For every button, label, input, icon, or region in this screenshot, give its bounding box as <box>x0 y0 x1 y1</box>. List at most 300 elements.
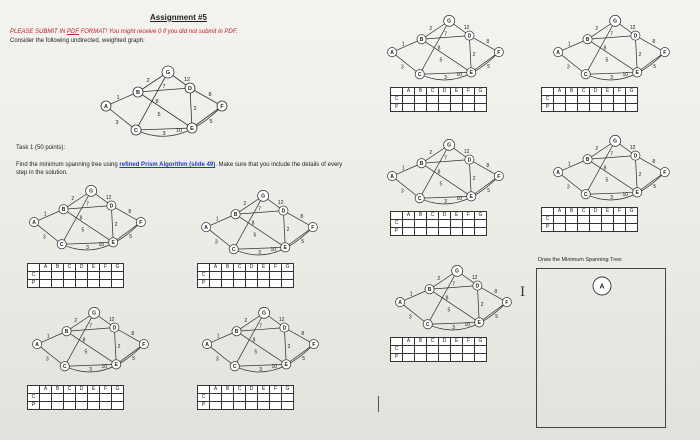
table-header-cell: E <box>602 88 614 96</box>
edge-weight-label: 5 <box>653 63 657 70</box>
table-header-cell: G <box>475 88 487 96</box>
edge-weight-label: 12 <box>629 145 636 152</box>
table-header-cell: D <box>439 212 451 220</box>
graph-node-label: C <box>232 364 237 371</box>
edge-weight-label: 1 <box>116 95 120 101</box>
edge-weight-label: 8 <box>82 337 86 344</box>
edge-weight-label: 5 <box>84 349 88 356</box>
table-corner-cell <box>391 212 403 220</box>
graph-node-label: G <box>89 188 94 195</box>
table-cell[interactable] <box>40 272 52 280</box>
edge-weight-label: 3 <box>45 356 49 363</box>
prim-step-table <box>27 263 124 288</box>
graph-edge <box>398 299 428 324</box>
table-cell[interactable] <box>76 272 88 280</box>
graph-edge <box>190 88 222 106</box>
table-cell[interactable] <box>451 96 463 104</box>
edge-weight-label: 2 <box>429 26 433 33</box>
graph-edge <box>390 173 420 198</box>
edge-weight-label: 7 <box>86 201 89 208</box>
edge-weight-label: 10 <box>270 247 277 254</box>
table-cell[interactable] <box>246 394 258 402</box>
table-header-cell: D <box>439 338 451 346</box>
graph-node-label: C <box>231 247 236 254</box>
table-cell[interactable] <box>270 394 282 402</box>
edge-weight-label: 1 <box>401 165 405 172</box>
table-cell[interactable] <box>451 228 463 236</box>
table-header-cell: A <box>554 88 566 96</box>
graph-node-label: A <box>32 219 36 226</box>
table-cell[interactable] <box>475 346 487 354</box>
table-cell[interactable] <box>112 394 124 402</box>
table-cell[interactable] <box>270 280 282 288</box>
weighted-graph <box>197 300 326 385</box>
table-header-cell: G <box>112 386 124 394</box>
table-corner-cell <box>542 88 554 96</box>
table-cell[interactable] <box>88 394 100 402</box>
table-row-label: P <box>391 354 403 362</box>
table-row-label: P <box>391 104 403 112</box>
graph-node-label: B <box>233 212 238 219</box>
edge-weight-label: 5 <box>605 177 609 184</box>
edge-weight-label: 3 <box>215 356 219 363</box>
table-cell[interactable] <box>270 402 282 410</box>
edge-weight-label: 2 <box>429 150 433 157</box>
table-cell[interactable] <box>282 394 294 402</box>
graph-node-label: B <box>234 329 239 336</box>
table-row-label: C <box>28 272 40 280</box>
table-header-cell: A <box>403 338 415 346</box>
table-cell[interactable] <box>427 104 439 112</box>
table-corner-cell <box>28 264 40 272</box>
graph-node-label: A <box>35 341 39 348</box>
table-cell[interactable] <box>614 224 626 232</box>
edge-weight-label: 1 <box>43 211 47 218</box>
table-cell[interactable] <box>210 280 222 288</box>
table-cell[interactable] <box>52 280 64 288</box>
table-header-cell: B <box>415 88 427 96</box>
table-header-cell: C <box>427 212 439 220</box>
table-cell[interactable] <box>451 354 463 362</box>
table-header-cell: F <box>270 386 282 394</box>
table-cell[interactable] <box>415 354 427 362</box>
edge-weight-label: 2 <box>114 221 118 228</box>
edge-weight-label: 3 <box>408 314 412 321</box>
table-cell[interactable] <box>234 402 246 410</box>
table-cell[interactable] <box>475 228 487 236</box>
task-description: Find the minimum spanning tree using refined Prism Algorithm (slide 49). Make sure that you include the details of every step in the solution. <box>16 162 343 176</box>
edge-weight-label: 5 <box>487 63 491 70</box>
table-cell[interactable] <box>439 228 451 236</box>
edge-weight-label: 8 <box>486 38 490 45</box>
table-cell[interactable] <box>578 216 590 224</box>
table-cell[interactable] <box>222 402 234 410</box>
table-cell[interactable] <box>415 220 427 228</box>
graph-node-label: D <box>467 33 472 40</box>
graph-node-label: A <box>556 49 560 56</box>
table-cell[interactable] <box>210 402 222 410</box>
table-cell[interactable] <box>246 402 258 410</box>
edge-weight-label: 3 <box>42 234 46 241</box>
table-header-cell: G <box>626 208 638 216</box>
graph-edge <box>61 207 114 242</box>
table-cell[interactable] <box>403 346 415 354</box>
mst-start-node-label: A <box>599 283 605 291</box>
table-corner-cell <box>28 386 40 394</box>
table-cell[interactable] <box>76 394 88 402</box>
table-cell[interactable] <box>415 346 427 354</box>
edge-weight-label: 1 <box>401 41 405 48</box>
graph-node-label: E <box>111 240 115 247</box>
graph-edge <box>111 206 113 243</box>
table-cell[interactable] <box>463 104 475 112</box>
table-cell[interactable] <box>626 224 638 232</box>
graph-node-label: C <box>417 196 422 203</box>
table-header-cell: C <box>64 386 76 394</box>
table-cell[interactable] <box>439 104 451 112</box>
table-cell[interactable] <box>475 220 487 228</box>
edge-weight-label: 5 <box>495 313 499 320</box>
table-cell[interactable] <box>64 272 76 280</box>
table-cell[interactable] <box>88 280 100 288</box>
table-cell[interactable] <box>463 346 475 354</box>
table-cell[interactable] <box>222 394 234 402</box>
table-cell[interactable] <box>415 104 427 112</box>
table-cell[interactable] <box>451 346 463 354</box>
graph-edge <box>635 36 664 53</box>
table-cell[interactable] <box>590 104 602 112</box>
graph-node-label: E <box>469 194 473 201</box>
table-cell[interactable] <box>578 96 590 104</box>
edge-weight-label: 3 <box>566 184 570 191</box>
table-cell[interactable] <box>270 272 282 280</box>
table-header-cell: A <box>40 264 52 272</box>
table-cell[interactable] <box>602 96 614 104</box>
table-cell[interactable] <box>463 228 475 236</box>
graph-node-label: F <box>663 169 667 176</box>
edge-weight-label: 8 <box>603 45 607 52</box>
table-header-cell: D <box>590 88 602 96</box>
table-cell[interactable] <box>258 402 270 410</box>
weighted-graph <box>24 178 153 263</box>
mst-answer-box[interactable] <box>536 268 666 428</box>
graph-edge <box>283 211 285 248</box>
table-header-cell: G <box>282 386 294 394</box>
table-cell[interactable] <box>614 216 626 224</box>
table-cell[interactable] <box>626 104 638 112</box>
slide-reference-link[interactable]: refined Prism Algorithm (slide 49) <box>119 162 216 168</box>
graph-node-label: G <box>613 18 618 25</box>
table-cell[interactable] <box>427 354 439 362</box>
graph-node-label: D <box>467 157 472 164</box>
edge-weight-label: 12 <box>629 25 636 32</box>
graph-edge <box>586 18 618 74</box>
graph-node-label: E <box>190 126 194 132</box>
edge-weight-label: 12 <box>471 275 478 282</box>
graph-edge <box>585 37 638 72</box>
table-cell[interactable] <box>234 394 246 402</box>
edge-weight-label: 5 <box>302 355 306 362</box>
table-cell[interactable] <box>210 394 222 402</box>
table-cell[interactable] <box>602 224 614 232</box>
table-cell[interactable] <box>210 272 222 280</box>
table-cell[interactable] <box>463 220 475 228</box>
table-cell[interactable] <box>554 96 566 104</box>
table-cell[interactable] <box>427 228 439 236</box>
edge-weight-label: 2 <box>286 226 290 233</box>
table-row-label: C <box>391 96 403 104</box>
graph-edge <box>420 18 452 74</box>
table-cell[interactable] <box>554 104 566 112</box>
prim-step-table <box>390 211 487 236</box>
table-cell[interactable] <box>463 354 475 362</box>
table-header-cell: F <box>100 386 112 394</box>
table-cell[interactable] <box>614 96 626 104</box>
edge-weight-label: 1 <box>567 161 571 168</box>
edge-weight-label: 3 <box>566 64 570 71</box>
graph-node-label: E <box>469 70 473 77</box>
table-header-cell: G <box>475 212 487 220</box>
graph-node-label: B <box>419 161 424 168</box>
table-cell[interactable] <box>258 394 270 402</box>
graph-edge <box>420 142 452 198</box>
edge-weight-label: 7 <box>610 31 613 38</box>
table-cell[interactable] <box>602 216 614 224</box>
table-cell[interactable] <box>403 354 415 362</box>
graph-node-label: C <box>134 128 138 134</box>
table-header-cell: F <box>270 264 282 272</box>
table-cell[interactable] <box>566 104 578 112</box>
weighted-graph <box>390 258 519 343</box>
table-cell[interactable] <box>40 402 52 410</box>
table-cell[interactable] <box>590 224 602 232</box>
text-cursor-icon: I <box>520 285 526 300</box>
table-row-label: C <box>28 394 40 402</box>
graph-node-label: C <box>583 72 588 79</box>
table-cell[interactable] <box>590 96 602 104</box>
table-header-cell: D <box>590 208 602 216</box>
table-header-cell: E <box>602 208 614 216</box>
table-row-label: P <box>28 280 40 288</box>
graph-node-label: A <box>205 341 209 348</box>
edge-weight-label: 1 <box>46 333 50 340</box>
table-cell[interactable] <box>602 104 614 112</box>
graph-node-label: A <box>104 104 108 110</box>
table-header-cell: G <box>282 264 294 272</box>
table-row-label: P <box>542 224 554 232</box>
graph-edge <box>204 224 234 249</box>
table-corner-cell <box>391 88 403 96</box>
table-header-cell: E <box>88 386 100 394</box>
table-cell[interactable] <box>76 402 88 410</box>
table-cell[interactable] <box>234 272 246 280</box>
graph-node-label: E <box>477 320 481 327</box>
table-cell[interactable] <box>439 346 451 354</box>
graph-node-label: F <box>142 341 146 348</box>
table-cell[interactable] <box>100 280 112 288</box>
edge-weight-label: 12 <box>463 25 470 32</box>
table-cell[interactable] <box>112 280 124 288</box>
graph-node-label: G <box>261 193 266 200</box>
table-cell[interactable] <box>258 272 270 280</box>
edge-weight-label: 8 <box>437 169 441 176</box>
edge-weight-label: 8 <box>131 330 135 337</box>
graph-node-label: G <box>92 310 97 317</box>
table-cell[interactable] <box>52 402 64 410</box>
graph-node-label: B <box>419 37 424 44</box>
weighted-graph <box>382 132 511 217</box>
edge-weight-label: 7 <box>258 206 261 213</box>
table-cell[interactable] <box>439 220 451 228</box>
table-header-cell: F <box>463 338 475 346</box>
table-cell[interactable] <box>463 96 475 104</box>
table-cell[interactable] <box>246 272 258 280</box>
table-cell[interactable] <box>222 280 234 288</box>
table-cell[interactable] <box>566 216 578 224</box>
edge-weight-label: 2 <box>480 301 484 308</box>
edge-weight-label: 3 <box>452 324 455 331</box>
edge-weight-label: 7 <box>162 84 166 90</box>
table-header-cell: C <box>578 208 590 216</box>
table-cell[interactable] <box>403 220 415 228</box>
table-row-label: P <box>28 402 40 410</box>
table-cell[interactable] <box>282 402 294 410</box>
edge-weight-label: 3 <box>162 131 166 137</box>
edge-weight-label: 2 <box>472 51 476 58</box>
table-cell[interactable] <box>282 272 294 280</box>
graph-node-label: B <box>585 37 590 44</box>
edge-weight-label: 1 <box>567 41 571 48</box>
table-header-cell: A <box>554 208 566 216</box>
edge-weight-label: 10 <box>456 196 463 203</box>
edge-weight-label: 3 <box>214 239 218 246</box>
table-cell[interactable] <box>475 96 487 104</box>
table-cell[interactable] <box>100 272 112 280</box>
graph-node-label: A <box>398 299 402 306</box>
table-cell[interactable] <box>88 272 100 280</box>
table-cell[interactable] <box>554 216 566 224</box>
table-header-cell: B <box>222 386 234 394</box>
graph-edge <box>477 286 479 323</box>
table-row-label: P <box>198 402 210 410</box>
prim-step-table <box>390 87 487 112</box>
table-row-label: C <box>391 346 403 354</box>
table-cell[interactable] <box>403 228 415 236</box>
graph-edge <box>586 138 618 194</box>
table-cell[interactable] <box>475 354 487 362</box>
graph-node-label: D <box>188 86 192 92</box>
table-cell[interactable] <box>427 220 439 228</box>
edge-weight-label: 7 <box>610 151 613 158</box>
table-cell[interactable] <box>554 224 566 232</box>
table-cell[interactable] <box>40 394 52 402</box>
table-cell[interactable] <box>112 402 124 410</box>
table-header-cell: A <box>210 264 222 272</box>
table-cell[interactable] <box>475 104 487 112</box>
graph-edge <box>477 286 506 303</box>
table-cell[interactable] <box>590 216 602 224</box>
table-cell[interactable] <box>100 402 112 410</box>
edge-weight-label: 3 <box>258 249 261 256</box>
edge-weight-label: 1 <box>409 291 413 298</box>
edge-weight-label: 5 <box>81 227 85 234</box>
table-header-cell: F <box>614 208 626 216</box>
table-cell[interactable] <box>40 280 52 288</box>
table-cell[interactable] <box>100 394 112 402</box>
table-cell[interactable] <box>246 280 258 288</box>
table-cell[interactable] <box>76 280 88 288</box>
mst-start-node <box>591 275 613 297</box>
table-cell[interactable] <box>52 394 64 402</box>
edge-weight-label: 10 <box>98 242 105 249</box>
weighted-graph <box>382 8 511 93</box>
table-header-cell: C <box>234 386 246 394</box>
table-cell[interactable] <box>282 280 294 288</box>
table-cell[interactable] <box>88 402 100 410</box>
edge-weight-label: 3 <box>444 74 447 81</box>
edge-weight-label: 8 <box>445 295 449 302</box>
table-cell[interactable] <box>52 272 64 280</box>
graph-node-label: D <box>475 283 480 290</box>
graph-edge <box>235 310 267 366</box>
table-cell[interactable] <box>112 272 124 280</box>
table-cell[interactable] <box>614 104 626 112</box>
table-header-cell: C <box>427 338 439 346</box>
table-cell[interactable] <box>222 272 234 280</box>
edge-weight-label: 5 <box>653 183 657 190</box>
graph-node-label: F <box>220 104 224 110</box>
prim-step-table <box>541 207 638 232</box>
graph-node-label: D <box>109 203 114 210</box>
table-cell[interactable] <box>439 96 451 104</box>
table-cell[interactable] <box>566 96 578 104</box>
table-cell[interactable] <box>415 228 427 236</box>
table-cell[interactable] <box>234 280 246 288</box>
prim-step-table <box>541 87 638 112</box>
table-cell[interactable] <box>626 96 638 104</box>
table-cell[interactable] <box>439 354 451 362</box>
table-cell[interactable] <box>258 280 270 288</box>
table-cell[interactable] <box>427 346 439 354</box>
table-header-cell: B <box>566 208 578 216</box>
table-cell[interactable] <box>64 402 76 410</box>
table-cell[interactable] <box>566 224 578 232</box>
edge-weight-label: 10 <box>456 72 463 79</box>
edge-weight-label: 5 <box>209 119 213 125</box>
table-cell[interactable] <box>403 104 415 112</box>
table-cell[interactable] <box>451 220 463 228</box>
graph-edge <box>419 37 472 72</box>
edge-weight-label: 2 <box>193 106 197 112</box>
table-cell[interactable] <box>451 104 463 112</box>
edge-weight-label: 12 <box>108 317 115 324</box>
graph-edge <box>469 160 498 177</box>
table-header-cell: B <box>415 338 427 346</box>
graph-node-label: B <box>136 90 140 96</box>
table-cell[interactable] <box>626 216 638 224</box>
graph-edge <box>284 328 286 365</box>
table-cell[interactable] <box>578 104 590 112</box>
table-header-cell: F <box>463 88 475 96</box>
table-cell[interactable] <box>403 96 415 104</box>
table-cell[interactable] <box>427 96 439 104</box>
table-header-cell: F <box>614 88 626 96</box>
graph-edge <box>234 193 266 249</box>
table-cell[interactable] <box>64 280 76 288</box>
table-cell[interactable] <box>415 96 427 104</box>
table-cell[interactable] <box>578 224 590 232</box>
table-cell[interactable] <box>64 394 76 402</box>
